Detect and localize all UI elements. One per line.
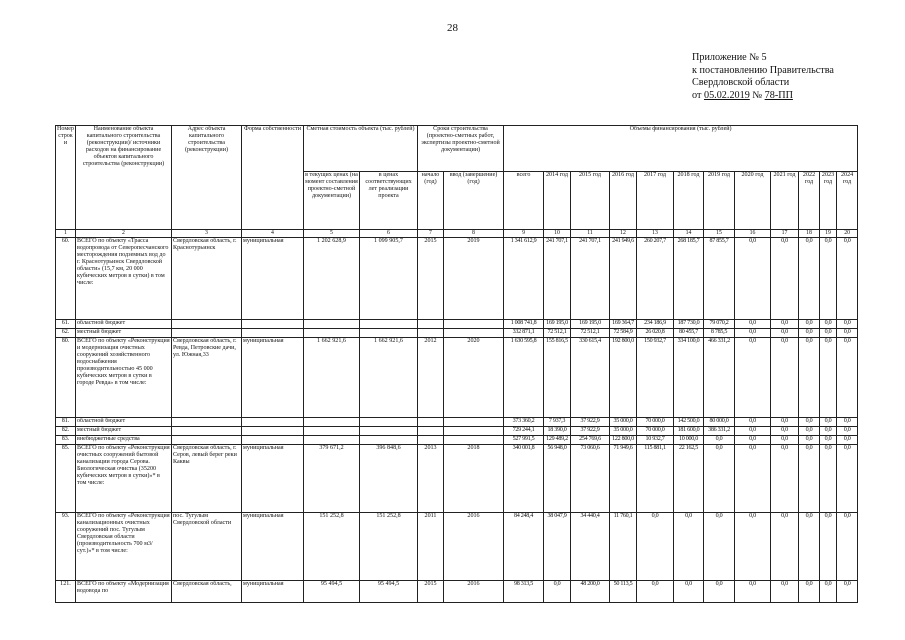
year-volume-cell: 169 195,0 bbox=[571, 319, 610, 328]
address-cell bbox=[172, 328, 242, 337]
year-volume-cell: 0,0 bbox=[735, 417, 771, 426]
address-cell: Свердловская область, г. Краснотурьинск bbox=[172, 237, 242, 319]
address-cell bbox=[172, 435, 242, 444]
annex-date: 05.02.2019 bbox=[703, 89, 750, 101]
year-volume-cell: 0,0 bbox=[771, 426, 799, 435]
year-volume-cell: 241 707,1 bbox=[571, 237, 610, 319]
year-volume-cell: 0,0 bbox=[837, 417, 858, 426]
end-year-cell bbox=[444, 328, 504, 337]
year-volume-cell: 71 949,6 bbox=[610, 444, 637, 512]
header-address: Адрес объекта капитального строительства (реконструкции) bbox=[172, 126, 242, 230]
year-volume-cell: 18 390,0 bbox=[544, 426, 571, 435]
column-number: 7 bbox=[418, 230, 444, 238]
year-volume-cell: 80 455,7 bbox=[674, 328, 704, 337]
address-cell: Свердловская область, bbox=[172, 580, 242, 602]
year-volume-cell: 0,0 bbox=[799, 435, 820, 444]
year-volume-cell: 241 949,6 bbox=[610, 237, 637, 319]
year-volume-cell: 0,0 bbox=[799, 337, 820, 417]
annex-line-3: Свердловской области bbox=[692, 77, 790, 88]
annex-date-line bbox=[692, 90, 834, 103]
ownership-cell bbox=[242, 426, 304, 435]
year-volume-cell: 169 195,0 bbox=[544, 319, 571, 328]
header-year: 2021 год bbox=[771, 172, 799, 230]
year-volume-cell: 0,0 bbox=[820, 512, 837, 580]
year-volume-cell: 0,0 bbox=[820, 435, 837, 444]
start-year-cell: 2013 bbox=[418, 444, 444, 512]
total-volume-cell: 1 630 595,8 bbox=[504, 337, 544, 417]
cost-prices-cell bbox=[360, 417, 418, 426]
header-year: 2020 год bbox=[735, 172, 771, 230]
row-number-cell: 80. bbox=[56, 337, 76, 417]
year-volume-cell: 241 707,1 bbox=[544, 237, 571, 319]
start-year-cell bbox=[418, 328, 444, 337]
start-year-cell bbox=[418, 319, 444, 328]
year-volume-cell: 80 000,0 bbox=[704, 417, 735, 426]
total-volume-cell: 98 313,5 bbox=[504, 580, 544, 602]
annex-number: 78-ПП bbox=[764, 89, 793, 101]
year-volume-cell: 0,0 bbox=[637, 512, 674, 580]
year-volume-cell: 187 730,0 bbox=[674, 319, 704, 328]
financing-table bbox=[55, 125, 858, 603]
year-volume-cell: 0,0 bbox=[771, 444, 799, 512]
year-volume-cell: 234 186,9 bbox=[637, 319, 674, 328]
year-volume-cell: 79 070,2 bbox=[704, 319, 735, 328]
ownership-cell bbox=[242, 319, 304, 328]
ownership-cell bbox=[242, 328, 304, 337]
header-row-no: Номер строки bbox=[56, 126, 76, 230]
year-volume-cell: 0,0 bbox=[820, 319, 837, 328]
total-volume-cell: 332 871,1 bbox=[504, 328, 544, 337]
object-name-cell: местный бюджет bbox=[76, 328, 172, 337]
cost-current-cell: 1 202 628,9 bbox=[304, 237, 360, 319]
address-cell: пос. Тугулым Свердловской области bbox=[172, 512, 242, 580]
year-volume-cell: 0,0 bbox=[820, 417, 837, 426]
page-number: 28 bbox=[447, 22, 458, 34]
total-volume-cell: 373 360,2 bbox=[504, 417, 544, 426]
cost-prices-cell bbox=[360, 319, 418, 328]
annex-line-2: к постановлению Правительства bbox=[692, 64, 834, 76]
column-number: 4 bbox=[242, 230, 304, 238]
table-row bbox=[56, 337, 858, 417]
year-volume-cell: 268 185,7 bbox=[674, 237, 704, 319]
year-volume-cell: 150 932,7 bbox=[637, 337, 674, 417]
object-name-cell: ВСЕГО по объекту «Модернизация водовода по bbox=[76, 580, 172, 602]
header-volumes: Объемы финансирования (тыс. рублей) bbox=[504, 126, 858, 172]
address-cell: Свердловская область, г. Серов, левый берег реки Каквы bbox=[172, 444, 242, 512]
year-volume-cell: 0,0 bbox=[799, 319, 820, 328]
start-year-cell bbox=[418, 417, 444, 426]
year-volume-cell: 73 060,6 bbox=[571, 444, 610, 512]
year-volume-cell: 142 500,0 bbox=[674, 417, 704, 426]
total-volume-cell: 84 248,4 bbox=[504, 512, 544, 580]
year-volume-cell: 0,0 bbox=[837, 435, 858, 444]
year-volume-cell: 0,0 bbox=[820, 337, 837, 417]
year-volume-cell: 0,0 bbox=[820, 444, 837, 512]
ownership-cell: муниципальная bbox=[242, 444, 304, 512]
start-year-cell bbox=[418, 435, 444, 444]
year-volume-cell: 0,0 bbox=[771, 512, 799, 580]
year-volume-cell: 38 047,9 bbox=[544, 512, 571, 580]
end-year-cell: 2020 bbox=[444, 337, 504, 417]
header-year: 2019 год bbox=[704, 172, 735, 230]
cost-current-cell bbox=[304, 328, 360, 337]
year-volume-cell: 0,0 bbox=[771, 417, 799, 426]
annex-header bbox=[692, 52, 834, 102]
year-volume-cell: 0,0 bbox=[771, 319, 799, 328]
year-volume-cell: 0,0 bbox=[735, 512, 771, 580]
year-volume-cell: 0,0 bbox=[799, 237, 820, 319]
year-volume-cell: 122 800,0 bbox=[610, 435, 637, 444]
ownership-cell bbox=[242, 435, 304, 444]
column-number-row bbox=[56, 230, 858, 238]
year-volume-cell: 0,0 bbox=[837, 512, 858, 580]
start-year-cell: 2015 bbox=[418, 237, 444, 319]
year-volume-cell: 0,0 bbox=[735, 444, 771, 512]
object-name-cell: ВСЕГО по объекту «Реконструкция очистных сооружений бытовой канализации города Серова. Биологическая очистка (35200 кубических метров в сутки)»* в том числе: bbox=[76, 444, 172, 512]
cost-prices-cell bbox=[360, 435, 418, 444]
column-number: 16 bbox=[735, 230, 771, 238]
object-name-cell: областной бюджет bbox=[76, 319, 172, 328]
year-volume-cell: 155 816,5 bbox=[544, 337, 571, 417]
cost-current-cell: 151 252,8 bbox=[304, 512, 360, 580]
cost-current-cell: 95 494,5 bbox=[304, 580, 360, 602]
ownership-cell: муниципальная bbox=[242, 580, 304, 602]
row-number-cell: 93. bbox=[56, 512, 76, 580]
year-volume-cell: 334 100,0 bbox=[674, 337, 704, 417]
year-volume-cell: 0,0 bbox=[735, 237, 771, 319]
year-volume-cell: 0,0 bbox=[837, 426, 858, 435]
object-name-cell: местный бюджет bbox=[76, 426, 172, 435]
object-name-cell: ВСЕГО по объекту «Трасса водопровода от Северопесчанского месторождения подземных вод до г. Краснотурьинск Свердловской области» (15,7 км, 20 000 кубических метров в сутки) в том числе: bbox=[76, 237, 172, 319]
column-number: 5 bbox=[304, 230, 360, 238]
column-number: 8 bbox=[444, 230, 504, 238]
address-cell bbox=[172, 426, 242, 435]
header-year: 2022 год bbox=[799, 172, 820, 230]
year-volume-cell: 7 937,3 bbox=[544, 417, 571, 426]
table-row bbox=[56, 444, 858, 512]
year-volume-cell: 0,0 bbox=[771, 328, 799, 337]
column-number: 15 bbox=[704, 230, 735, 238]
header-year: 2023 год bbox=[820, 172, 837, 230]
header-year: 2014 год bbox=[544, 172, 571, 230]
year-volume-cell: 169 364,7 bbox=[610, 319, 637, 328]
year-volume-cell: 0,0 bbox=[735, 426, 771, 435]
ownership-cell: муниципальная bbox=[242, 512, 304, 580]
year-volume-cell: 8 785,5 bbox=[704, 328, 735, 337]
year-volume-cell: 0,0 bbox=[799, 580, 820, 602]
cost-current-cell bbox=[304, 435, 360, 444]
header-year: 2017 год bbox=[637, 172, 674, 230]
header-cost-current: в текущих ценах (на момент составления проектно-сметной документации) bbox=[304, 172, 360, 230]
year-volume-cell: 35 000,0 bbox=[610, 417, 637, 426]
year-volume-cell: 0,0 bbox=[704, 580, 735, 602]
year-volume-cell: 0,0 bbox=[771, 580, 799, 602]
year-volume-cell: 10 932,7 bbox=[637, 435, 674, 444]
header-cost-prices: в ценах соответствующих лет реализации проекта bbox=[360, 172, 418, 230]
year-volume-cell: 35 000,0 bbox=[610, 426, 637, 435]
cost-prices-cell: 1 662 921,6 bbox=[360, 337, 418, 417]
year-volume-cell: 0,0 bbox=[837, 580, 858, 602]
year-volume-cell: 0,0 bbox=[735, 319, 771, 328]
column-number: 20 bbox=[837, 230, 858, 238]
table-row bbox=[56, 512, 858, 580]
year-volume-cell: 0,0 bbox=[771, 337, 799, 417]
column-number: 19 bbox=[820, 230, 837, 238]
year-volume-cell: 37 922,9 bbox=[571, 426, 610, 435]
year-volume-cell: 0,0 bbox=[799, 512, 820, 580]
column-number: 2 bbox=[76, 230, 172, 238]
table-row bbox=[56, 417, 858, 426]
year-volume-cell: 0,0 bbox=[799, 426, 820, 435]
year-volume-cell: 0,0 bbox=[735, 580, 771, 602]
end-year-cell bbox=[444, 426, 504, 435]
cost-prices-cell bbox=[360, 426, 418, 435]
object-name-cell: ВСЕГО по объекту «Реконструкция канализационных очистных сооружений пос. Тугулым Свердловская области (производительность 700 м3/сут.)»* в том числе: bbox=[76, 512, 172, 580]
end-year-cell bbox=[444, 417, 504, 426]
year-volume-cell: 87 855,7 bbox=[704, 237, 735, 319]
year-volume-cell: 181 600,0 bbox=[674, 426, 704, 435]
header-terms: Сроки строительства (проектно-сметных работ, экспертизы проектно-сметной документации) bbox=[418, 126, 504, 172]
year-volume-cell: 0,0 bbox=[771, 237, 799, 319]
total-volume-cell: 1 341 612,9 bbox=[504, 237, 544, 319]
start-year-cell: 2011 bbox=[418, 512, 444, 580]
cost-prices-cell: 151 252,8 bbox=[360, 512, 418, 580]
cost-prices-cell bbox=[360, 328, 418, 337]
year-volume-cell: 56 948,0 bbox=[544, 444, 571, 512]
table-row bbox=[56, 328, 858, 337]
cost-prices-cell: 396 848,6 bbox=[360, 444, 418, 512]
ownership-cell: муниципальная bbox=[242, 337, 304, 417]
year-volume-cell: 0,0 bbox=[837, 444, 858, 512]
header-total: всего bbox=[504, 172, 544, 230]
header-ownership: Форма собственности bbox=[242, 126, 304, 230]
year-volume-cell: 129 489,2 bbox=[544, 435, 571, 444]
total-volume-cell: 527 991,5 bbox=[504, 435, 544, 444]
end-year-cell: 2018 bbox=[444, 444, 504, 512]
cost-current-cell: 379 671,2 bbox=[304, 444, 360, 512]
year-volume-cell: 0,0 bbox=[837, 337, 858, 417]
end-year-cell bbox=[444, 319, 504, 328]
total-volume-cell: 340 001,8 bbox=[504, 444, 544, 512]
start-year-cell: 2012 bbox=[418, 337, 444, 417]
year-volume-cell: 10 000,0 bbox=[674, 435, 704, 444]
year-volume-cell: 11 760,1 bbox=[610, 512, 637, 580]
address-cell bbox=[172, 319, 242, 328]
year-volume-cell: 0,0 bbox=[837, 237, 858, 319]
cost-prices-cell: 1 099 905,7 bbox=[360, 237, 418, 319]
ownership-cell bbox=[242, 417, 304, 426]
year-volume-cell: 115 881,1 bbox=[637, 444, 674, 512]
column-number: 12 bbox=[610, 230, 637, 238]
year-volume-cell: 0,0 bbox=[820, 237, 837, 319]
year-volume-cell: 0,0 bbox=[637, 580, 674, 602]
table-row bbox=[56, 580, 858, 602]
year-volume-cell: 192 800,0 bbox=[610, 337, 637, 417]
year-volume-cell: 0,0 bbox=[704, 512, 735, 580]
number-prefix: № bbox=[752, 89, 763, 101]
cost-current-cell bbox=[304, 319, 360, 328]
year-volume-cell: 0,0 bbox=[799, 417, 820, 426]
year-volume-cell: 26 020,8 bbox=[637, 328, 674, 337]
year-volume-cell: 0,0 bbox=[704, 444, 735, 512]
total-volume-cell: 729 244,1 bbox=[504, 426, 544, 435]
year-volume-cell: 0,0 bbox=[735, 337, 771, 417]
year-volume-cell: 0,0 bbox=[544, 580, 571, 602]
end-year-cell: 2016 bbox=[444, 512, 504, 580]
column-number: 11 bbox=[571, 230, 610, 238]
row-number-cell: 85. bbox=[56, 444, 76, 512]
year-volume-cell: 0,0 bbox=[735, 328, 771, 337]
year-volume-cell: 50 113,5 bbox=[610, 580, 637, 602]
row-number-cell: 83. bbox=[56, 435, 76, 444]
table-row bbox=[56, 237, 858, 319]
year-volume-cell: 72 584,9 bbox=[610, 328, 637, 337]
column-number: 18 bbox=[799, 230, 820, 238]
year-volume-cell: 22 162,5 bbox=[674, 444, 704, 512]
total-volume-cell: 1 008 741,8 bbox=[504, 319, 544, 328]
header-start: начало (год) bbox=[418, 172, 444, 230]
start-year-cell: 2015 bbox=[418, 580, 444, 602]
column-number: 9 bbox=[504, 230, 544, 238]
object-name-cell: внебюджетные средства bbox=[76, 435, 172, 444]
cost-current-cell bbox=[304, 417, 360, 426]
ownership-cell: муниципальная bbox=[242, 237, 304, 319]
column-number: 3 bbox=[172, 230, 242, 238]
header-year: 2015 год bbox=[571, 172, 610, 230]
year-volume-cell: 0,0 bbox=[837, 319, 858, 328]
cost-prices-cell: 95 494,5 bbox=[360, 580, 418, 602]
year-volume-cell: 37 922,9 bbox=[571, 417, 610, 426]
column-number: 17 bbox=[771, 230, 799, 238]
table-row bbox=[56, 319, 858, 328]
row-number-cell: 81. bbox=[56, 417, 76, 426]
header-object: Наименование объекта капитального строительства (реконструкции)/ источники расходов на финансирование объектов капитального строительства (реконструкции) bbox=[76, 126, 172, 230]
address-cell bbox=[172, 417, 242, 426]
year-volume-cell: 330 615,4 bbox=[571, 337, 610, 417]
year-volume-cell: 0,0 bbox=[674, 580, 704, 602]
header-commission: ввод (завершение) (год) bbox=[444, 172, 504, 230]
date-prefix: от bbox=[692, 89, 702, 101]
object-name-cell: ВСЕГО по объекту «Реконструкция и модернизация очистных сооружений хозяйственного водоснабжения производительностью 45 000 кубических метров в сутки в городе Ревда» в том числе: bbox=[76, 337, 172, 417]
year-volume-cell: 386 331,2 bbox=[704, 426, 735, 435]
year-volume-cell: 466 331,2 bbox=[704, 337, 735, 417]
year-volume-cell: 0,0 bbox=[820, 580, 837, 602]
year-volume-cell: 0,0 bbox=[771, 435, 799, 444]
row-number-cell: 62. bbox=[56, 328, 76, 337]
year-volume-cell: 0,0 bbox=[799, 328, 820, 337]
cost-current-cell: 1 662 921,6 bbox=[304, 337, 360, 417]
row-number-cell: 61. bbox=[56, 319, 76, 328]
year-volume-cell: 0,0 bbox=[704, 435, 735, 444]
year-volume-cell: 72 512,1 bbox=[544, 328, 571, 337]
column-number: 6 bbox=[360, 230, 418, 238]
table-row bbox=[56, 426, 858, 435]
year-volume-cell: 254 769,6 bbox=[571, 435, 610, 444]
year-volume-cell: 0,0 bbox=[674, 512, 704, 580]
header-year: 2018 год bbox=[674, 172, 704, 230]
end-year-cell: 2016 bbox=[444, 580, 504, 602]
end-year-cell: 2019 bbox=[444, 237, 504, 319]
column-number: 10 bbox=[544, 230, 571, 238]
row-number-cell: 82. bbox=[56, 426, 76, 435]
column-number: 13 bbox=[637, 230, 674, 238]
year-volume-cell: 0,0 bbox=[837, 328, 858, 337]
address-cell: Свердловская область, г. Ревда, Петровские дачи, ул. Южная,33 bbox=[172, 337, 242, 417]
year-volume-cell: 70 000,0 bbox=[637, 417, 674, 426]
year-volume-cell: 260 207,7 bbox=[637, 237, 674, 319]
year-volume-cell: 0,0 bbox=[820, 328, 837, 337]
object-name-cell: областной бюджет bbox=[76, 417, 172, 426]
header-year: 2024 год bbox=[837, 172, 858, 230]
end-year-cell bbox=[444, 435, 504, 444]
header-year: 2016 год bbox=[610, 172, 637, 230]
start-year-cell bbox=[418, 426, 444, 435]
table-row bbox=[56, 435, 858, 444]
annex-title: Приложение № 5 bbox=[692, 52, 767, 63]
cost-current-cell bbox=[304, 426, 360, 435]
row-number-cell: 121. bbox=[56, 580, 76, 602]
row-number-cell: 60. bbox=[56, 237, 76, 319]
year-volume-cell: 0,0 bbox=[735, 435, 771, 444]
year-volume-cell: 70 000,0 bbox=[637, 426, 674, 435]
header-cost: Сметная стоимость объекта (тыс. рублей) bbox=[304, 126, 418, 172]
year-volume-cell: 0,0 bbox=[820, 426, 837, 435]
column-number: 1 bbox=[56, 230, 76, 238]
year-volume-cell: 0,0 bbox=[799, 444, 820, 512]
year-volume-cell: 48 200,0 bbox=[571, 580, 610, 602]
year-volume-cell: 34 440,4 bbox=[571, 512, 610, 580]
column-number: 14 bbox=[674, 230, 704, 238]
year-volume-cell: 72 512,1 bbox=[571, 328, 610, 337]
